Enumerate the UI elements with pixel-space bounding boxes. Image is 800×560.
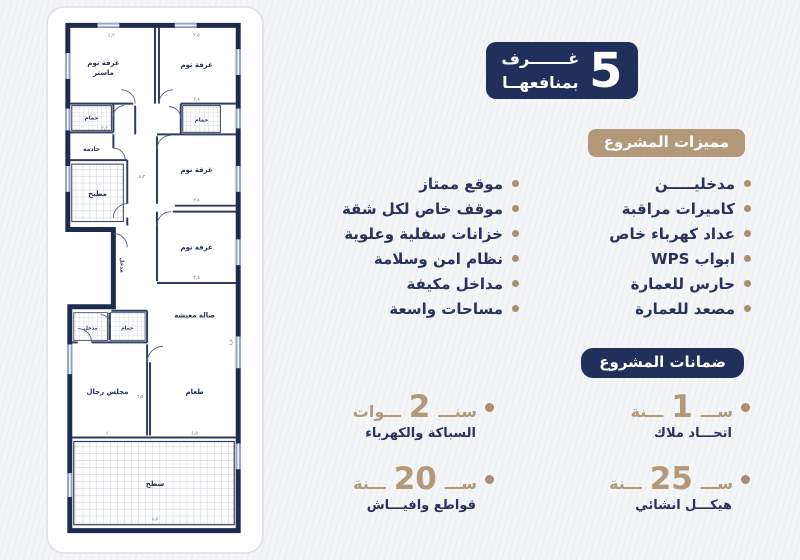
- dim: ٨٫٧: [151, 517, 159, 523]
- feature-item: [609, 171, 751, 196]
- label-majlis: مجلس رجال: [86, 387, 129, 396]
- features-title: مميزات المشروع: [588, 129, 745, 157]
- feature-item: [609, 221, 751, 246]
- floorplan-drawing: [48, 8, 262, 552]
- feature-item: [609, 196, 751, 221]
- feature-label: مصعد للعمارة: [635, 299, 735, 318]
- guarantee-suffix: ـــنة: [609, 474, 642, 493]
- guarantee-suffix: ـــنة: [353, 474, 386, 493]
- features-column-left: [342, 171, 519, 321]
- bullet-icon: [744, 280, 751, 287]
- feature-label: مدخليـــــن: [654, 174, 735, 193]
- bullet-icon: [744, 305, 751, 312]
- bullet-icon: [744, 230, 751, 237]
- floorplan-card: [46, 6, 264, 554]
- guarantee-item-25-years: [609, 461, 750, 513]
- guarantee-number: 1: [671, 389, 693, 425]
- label-bath-3: حمام: [121, 325, 134, 332]
- guarantee-headline: [609, 461, 750, 497]
- guarantees-title: ضمانات المشروع: [581, 348, 744, 378]
- dim: ٣٫٨: [193, 97, 200, 103]
- guarantee-prefix: ســـ: [444, 474, 477, 493]
- guarantee-item-1-year: [630, 389, 750, 441]
- dim: ٣٫٥: [193, 33, 200, 39]
- guarantee-item-20-years: [353, 461, 494, 513]
- label-bedroom-2: غرفة نوم: [180, 166, 213, 175]
- bullet-icon: [512, 255, 519, 262]
- label-master-2: ماستر: [93, 68, 114, 77]
- dim: ٦٫٥: [136, 394, 144, 400]
- feature-item: [342, 296, 519, 321]
- bullet-icon: [485, 475, 494, 484]
- guarantee-label: السباكة والكهرباء: [365, 426, 476, 441]
- dim: ٤٫٥: [191, 431, 198, 437]
- label-maid: خادمه: [83, 146, 101, 154]
- rooms-word: غـــــــرف: [501, 49, 580, 69]
- label-bath-1: حمام: [84, 115, 99, 122]
- features-column-right: [609, 171, 751, 321]
- feature-label: موقع ممتاز: [419, 174, 503, 193]
- bullet-icon: [512, 180, 519, 187]
- guarantee-prefix: ســـ: [700, 402, 733, 421]
- feature-label: كاميرات مراقبة: [621, 199, 735, 218]
- guarantee-label: هيكـــل انشائي: [635, 498, 732, 513]
- label-living: صالة معيشة: [174, 311, 216, 320]
- label-bath-2: حمام: [194, 117, 209, 124]
- feature-item: [609, 296, 751, 321]
- feature-label: نظام امن وسلامة: [373, 249, 503, 268]
- bullet-icon: [741, 475, 750, 484]
- dim: ٤٫٣: [108, 33, 115, 39]
- feature-label: عداد كهرباء خاص: [609, 224, 735, 243]
- amenities-word: بمنافعهــا: [502, 72, 579, 92]
- label-terrace: سطح: [145, 480, 165, 489]
- guarantee-number: 25: [649, 461, 693, 497]
- dim: ٣٫٣: [101, 126, 108, 132]
- guarantee-headline: [630, 389, 750, 425]
- dim: ٣٫٨: [193, 198, 200, 204]
- label-entry-small: مدخل: [83, 325, 98, 332]
- feature-item: [609, 271, 751, 296]
- guarantee-number: 2: [408, 389, 431, 425]
- guarantee-label: اتحـــاد ملاك: [654, 426, 732, 441]
- dim: ٨٫٧: [229, 339, 235, 346]
- label-bedroom-1: غرفة نوم: [180, 60, 213, 69]
- dim: ٤: [106, 431, 109, 437]
- guarantee-suffix: ـــنة: [630, 402, 664, 421]
- bullet-icon: [485, 403, 494, 412]
- bullet-icon: [744, 255, 751, 262]
- bullet-icon: [512, 305, 519, 312]
- label-dining: طعام: [185, 387, 204, 396]
- bullet-icon: [512, 280, 519, 287]
- bullet-icon: [744, 205, 751, 212]
- label-bedroom-3: غرفة نوم: [180, 243, 213, 252]
- feature-label: مساحات واسعة: [389, 299, 503, 318]
- guarantee-suffix: ـــوات: [352, 402, 401, 421]
- bullet-icon: [744, 180, 751, 187]
- feature-label: حارس للعمارة: [630, 274, 735, 293]
- feature-item: [342, 196, 519, 221]
- guarantee-prefix: سنـــ: [438, 402, 477, 421]
- feature-label: خزانات سفلية وعلوية: [344, 224, 503, 243]
- rooms-count-text: [501, 47, 579, 93]
- feature-label: مداخل مكيفة: [406, 274, 503, 293]
- feature-item: [342, 171, 519, 196]
- guarantee-headline: [352, 389, 494, 425]
- feature-item: [342, 271, 519, 296]
- bullet-icon: [512, 205, 519, 212]
- bullet-icon: [512, 230, 519, 237]
- bullet-icon: [741, 403, 750, 412]
- rooms-count-badge: [486, 42, 638, 99]
- guarantee-number: 20: [393, 461, 437, 497]
- label-master-1: غرفة نوم: [87, 59, 120, 68]
- label-kitchen: مطبخ: [88, 189, 107, 198]
- guarantee-headline: [353, 461, 494, 497]
- label-entry-vertical: مدخل: [118, 257, 125, 273]
- guarantee-label: قواطع وافيـــاش: [366, 498, 476, 513]
- feature-item: [342, 246, 519, 271]
- guarantee-prefix: ســـ: [700, 474, 733, 493]
- rooms-count-number: 5: [589, 42, 623, 99]
- guarantee-item-2-years: [352, 389, 494, 441]
- dim: ٣٫٨: [193, 276, 200, 282]
- feature-label: موقف خاص لكل شقة: [341, 199, 503, 218]
- feature-item: [609, 246, 751, 271]
- dim: ٨٫٢: [138, 174, 146, 180]
- feature-item: [342, 221, 519, 246]
- feature-label: ابواب WPS: [651, 249, 735, 268]
